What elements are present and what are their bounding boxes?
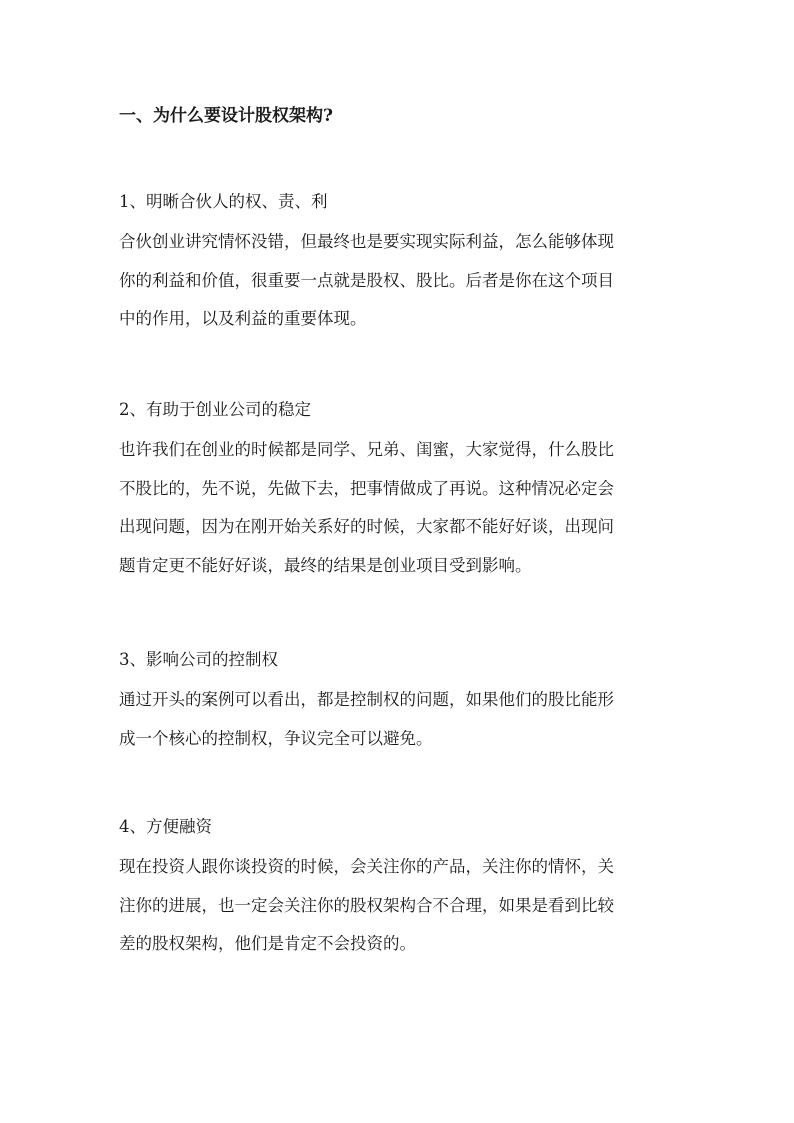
paragraph-line: 题肯定更不能好好谈，最终的结果是创业项目受到影响。 — [119, 555, 532, 575]
section-3-title: 3、影响公司的控制权 — [119, 650, 278, 669]
paragraph-line: 你的利益和价值，很重要一点就是股权、股比。后者是你在这个项目 — [119, 270, 614, 290]
page-heading: 一、为什么要设计股权架构? — [119, 106, 333, 126]
paragraph-line: 注你的进展，也一定会关注你的股权架构合不合理，如果是看到比较 — [119, 895, 614, 915]
paragraph-line: 也许我们在创业的时候都是同学、兄弟、闺蜜，大家觉得，什么股比 — [119, 440, 614, 459]
paragraph-line: 差的股权架构，他们是肯定不会投资的。 — [119, 934, 416, 953]
section-3-paragraph — [119, 681, 679, 758]
section-4-title: 4、方便融资 — [119, 817, 212, 836]
paragraph-line: 不股比的，先不说，先做下去，把事情做成了再说。这种情况必定会 — [119, 478, 614, 498]
paragraph-line: 成一个核心的控制权，争议完全可以避免。 — [119, 728, 433, 748]
paragraph-line: 合伙创业讲究情怀没错，但最终也是要实现实际利益，怎么能够体现 — [119, 232, 614, 251]
section-4-paragraph — [119, 848, 679, 964]
section-1-paragraph — [119, 223, 679, 339]
section-1-title: 1、明晰合伙人的权、责、利 — [119, 192, 328, 211]
paragraph-line: 通过开头的案例可以看出，都是控制权的问题，如果他们的股比能形 — [119, 690, 614, 709]
paragraph-line: 出现问题，因为在刚开始关系好的时候，大家都不能好好谈，出现问 — [119, 517, 614, 536]
paragraph-line: 中的作用，以及利益的重要体现。 — [119, 309, 367, 328]
section-2-title: 2、有助于创业公司的稳定 — [119, 400, 311, 419]
paragraph-line: 现在投资人跟你谈投资的时候，会关注你的产品，关注你的情怀，关 — [119, 857, 614, 876]
section-2-paragraph — [119, 431, 679, 585]
